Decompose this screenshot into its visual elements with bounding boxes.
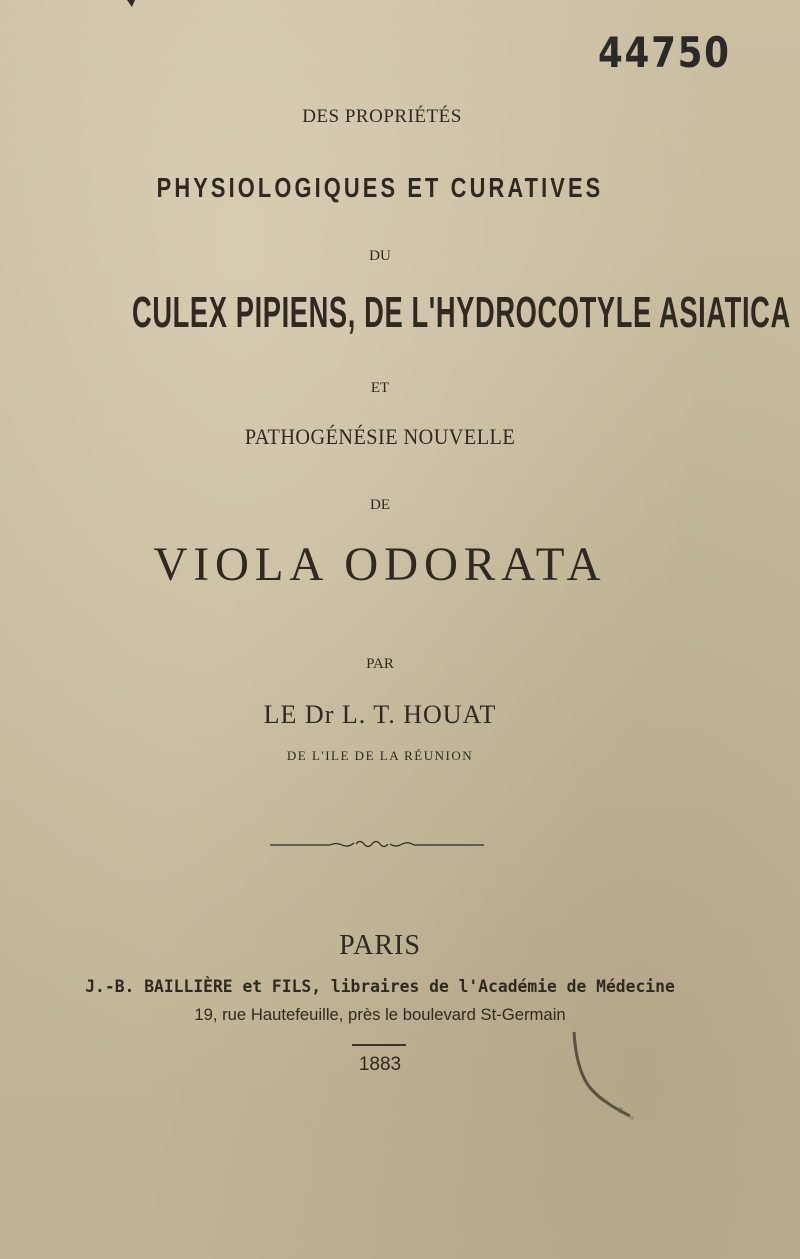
title-line-8: VIOLA ODORATA — [153, 538, 607, 591]
year-rule — [352, 1044, 406, 1046]
author-name: LE Dr L. T. HOUAT — [263, 700, 497, 729]
title-line-7: DE — [370, 497, 390, 513]
title-line-3: DU — [369, 248, 391, 264]
title-line-1: DES PROPRIÉTÉS — [302, 106, 462, 127]
title-line-4: CULEX PIPIENS, DE L'HYDROCOTYLE ASIATICA — [132, 288, 791, 337]
imprint-address: 19, rue Hautefeuille, près le boulevard St-Germain — [194, 1005, 566, 1024]
author-by: PAR — [366, 656, 394, 672]
ink-stain — [560, 1030, 660, 1130]
title-line-2: PHYSIOLOGIQUES ET CURATIVES — [156, 172, 604, 203]
ink-speck — [126, 0, 136, 8]
imprint-publisher: J.-B. BAILLIÈRE et FILS, libraires de l'Académie de Médecine — [85, 977, 675, 997]
catalog-number: 44750 — [598, 28, 731, 77]
title-line-5: ET — [370, 380, 390, 396]
imprint-city: PARIS — [339, 930, 421, 961]
imprint-year: 1883 — [358, 1054, 402, 1075]
ornament-divider — [270, 835, 484, 855]
title-line-6: PATHOGÉNÉSIE NOUVELLE — [244, 424, 516, 449]
author-origin: DE L'ILE DE LA RÉUNION — [286, 748, 474, 763]
